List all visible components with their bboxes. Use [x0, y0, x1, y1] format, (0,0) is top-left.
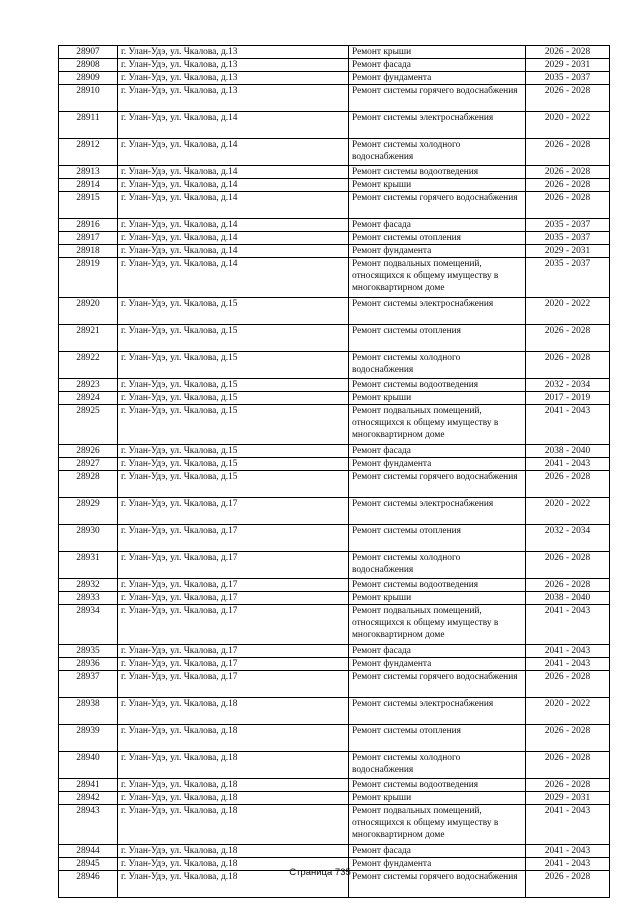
- table-row: [59, 805, 610, 845]
- table-row: [59, 112, 610, 139]
- table-row: [59, 72, 610, 85]
- row-work-type: Ремонт системы отопления: [349, 525, 526, 552]
- row-address: г. Улан-Удэ, ул. Чкалова, д.18: [118, 698, 349, 725]
- row-period: 2026 - 2028: [526, 752, 610, 779]
- row-work-type: Ремонт системы холодного водоснабжения: [349, 552, 526, 579]
- row-address: г. Улан-Удэ, ул. Чкалова, д.14: [118, 112, 349, 139]
- row-work-type: Ремонт крыши: [349, 392, 526, 405]
- table-row: [59, 658, 610, 671]
- row-number: 28929: [59, 498, 118, 525]
- row-number: 28934: [59, 605, 118, 645]
- row-address: г. Улан-Удэ, ул. Чкалова, д.14: [118, 232, 349, 245]
- row-number: 28926: [59, 445, 118, 458]
- row-address: г. Улан-Удэ, ул. Чкалова, д.17: [118, 658, 349, 671]
- row-work-type: Ремонт системы холодного водоснабжения: [349, 139, 526, 166]
- row-address: г. Улан-Удэ, ул. Чкалова, д.15: [118, 405, 349, 445]
- row-address: г. Улан-Удэ, ул. Чкалова, д.14: [118, 139, 349, 166]
- row-number: 28935: [59, 645, 118, 658]
- row-number: 28932: [59, 579, 118, 592]
- row-address: г. Улан-Удэ, ул. Чкалова, д.15: [118, 325, 349, 352]
- row-number: 28923: [59, 379, 118, 392]
- row-number: 28917: [59, 232, 118, 245]
- table-row: [59, 219, 610, 232]
- row-address: г. Улан-Удэ, ул. Чкалова, д.18: [118, 871, 349, 898]
- row-period: 2035 - 2037: [526, 232, 610, 245]
- row-number: 28927: [59, 458, 118, 471]
- table-row: [59, 845, 610, 858]
- table-row: [59, 525, 610, 552]
- row-work-type: Ремонт системы горячего водоснабжения: [349, 471, 526, 498]
- row-address: г. Улан-Удэ, ул. Чкалова, д.14: [118, 192, 349, 219]
- table-row: [59, 405, 610, 445]
- row-address: г. Улан-Удэ, ул. Чкалова, д.17: [118, 579, 349, 592]
- table-row: [59, 605, 610, 645]
- row-number: 28946: [59, 871, 118, 898]
- table-row: [59, 698, 610, 725]
- row-number: 28922: [59, 352, 118, 379]
- row-address: г. Улан-Удэ, ул. Чкалова, д.18: [118, 725, 349, 752]
- row-number: 28944: [59, 845, 118, 858]
- row-period: 2041 - 2043: [526, 845, 610, 858]
- row-period: 2026 - 2028: [526, 192, 610, 219]
- row-work-type: Ремонт системы горячего водоснабжения: [349, 871, 526, 898]
- works-table: [58, 45, 610, 898]
- row-address: г. Улан-Удэ, ул. Чкалова, д.18: [118, 752, 349, 779]
- row-period: 2026 - 2028: [526, 166, 610, 179]
- row-number: 28915: [59, 192, 118, 219]
- row-period: 2029 - 2031: [526, 245, 610, 258]
- row-work-type: Ремонт системы отопления: [349, 725, 526, 752]
- row-address: г. Улан-Удэ, ул. Чкалова, д.15: [118, 298, 349, 325]
- row-work-type: Ремонт системы водоотведения: [349, 166, 526, 179]
- row-number: 28918: [59, 245, 118, 258]
- row-address: г. Улан-Удэ, ул. Чкалова, д.13: [118, 46, 349, 59]
- row-number: 28928: [59, 471, 118, 498]
- table-row: [59, 471, 610, 498]
- row-address: г. Улан-Удэ, ул. Чкалова, д.15: [118, 379, 349, 392]
- row-address: г. Улан-Удэ, ул. Чкалова, д.15: [118, 392, 349, 405]
- row-address: г. Улан-Удэ, ул. Чкалова, д.17: [118, 552, 349, 579]
- row-address: г. Улан-Удэ, ул. Чкалова, д.17: [118, 498, 349, 525]
- table-row: [59, 792, 610, 805]
- row-number: 28943: [59, 805, 118, 845]
- row-period: 2029 - 2031: [526, 59, 610, 72]
- row-work-type: Ремонт системы водоотведения: [349, 779, 526, 792]
- row-address: г. Улан-Удэ, ул. Чкалова, д.13: [118, 85, 349, 112]
- table-row: [59, 179, 610, 192]
- row-work-type: Ремонт фундамента: [349, 458, 526, 471]
- row-work-type: Ремонт подвальных помещений, относящихся к общему имуществу в многоквартирном доме: [349, 805, 526, 845]
- table-row: [59, 779, 610, 792]
- row-work-type: Ремонт фундамента: [349, 858, 526, 871]
- row-address: г. Улан-Удэ, ул. Чкалова, д.17: [118, 671, 349, 698]
- row-number: 28912: [59, 139, 118, 166]
- table-row: [59, 258, 610, 298]
- row-number: 28945: [59, 858, 118, 871]
- row-address: г. Улан-Удэ, ул. Чкалова, д.14: [118, 258, 349, 298]
- row-period: 2041 - 2043: [526, 805, 610, 845]
- row-work-type: Ремонт системы холодного водоснабжения: [349, 752, 526, 779]
- table-row: [59, 645, 610, 658]
- row-address: г. Улан-Удэ, ул. Чкалова, д.18: [118, 858, 349, 871]
- row-period: 2026 - 2028: [526, 85, 610, 112]
- row-address: г. Улан-Удэ, ул. Чкалова, д.18: [118, 792, 349, 805]
- row-number: 28908: [59, 59, 118, 72]
- row-number: 28907: [59, 46, 118, 59]
- table-row: [59, 85, 610, 112]
- table-row: [59, 445, 610, 458]
- row-number: 28933: [59, 592, 118, 605]
- row-work-type: Ремонт системы холодного водоснабжения: [349, 352, 526, 379]
- row-number: 28911: [59, 112, 118, 139]
- row-number: 28938: [59, 698, 118, 725]
- row-work-type: Ремонт системы горячего водоснабжения: [349, 85, 526, 112]
- row-period: 2035 - 2037: [526, 258, 610, 298]
- row-period: 2038 - 2040: [526, 445, 610, 458]
- table-row: [59, 192, 610, 219]
- row-period: 2032 - 2034: [526, 379, 610, 392]
- table-row: [59, 752, 610, 779]
- row-period: 2035 - 2037: [526, 219, 610, 232]
- row-address: г. Улан-Удэ, ул. Чкалова, д.17: [118, 645, 349, 658]
- row-work-type: Ремонт крыши: [349, 46, 526, 59]
- row-period: 2041 - 2043: [526, 605, 610, 645]
- row-number: 28909: [59, 72, 118, 85]
- row-address: г. Улан-Удэ, ул. Чкалова, д.15: [118, 471, 349, 498]
- row-number: 28937: [59, 671, 118, 698]
- row-work-type: Ремонт фасада: [349, 219, 526, 232]
- row-work-type: Ремонт крыши: [349, 592, 526, 605]
- row-period: 2041 - 2043: [526, 858, 610, 871]
- table-row: [59, 325, 610, 352]
- table-row: [59, 139, 610, 166]
- table-row: [59, 379, 610, 392]
- row-work-type: Ремонт системы электроснабжения: [349, 698, 526, 725]
- row-work-type: Ремонт фасада: [349, 845, 526, 858]
- page-number: Страница 735: [289, 867, 351, 878]
- table-row: [59, 166, 610, 179]
- row-period: 2020 - 2022: [526, 698, 610, 725]
- row-work-type: Ремонт системы водоотведения: [349, 579, 526, 592]
- row-number: 28921: [59, 325, 118, 352]
- table-row: [59, 352, 610, 379]
- row-period: 2026 - 2028: [526, 552, 610, 579]
- row-address: г. Улан-Удэ, ул. Чкалова, д.17: [118, 525, 349, 552]
- row-work-type: Ремонт фундамента: [349, 658, 526, 671]
- row-number: 28936: [59, 658, 118, 671]
- table-row: [59, 59, 610, 72]
- row-number: 28914: [59, 179, 118, 192]
- row-period: 2017 - 2019: [526, 392, 610, 405]
- row-work-type: Ремонт подвальных помещений, относящихся к общему имуществу в многоквартирном доме: [349, 258, 526, 298]
- row-period: 2041 - 2043: [526, 645, 610, 658]
- row-number: 28931: [59, 552, 118, 579]
- row-number: 28916: [59, 219, 118, 232]
- row-period: 2032 - 2034: [526, 525, 610, 552]
- table-row: [59, 245, 610, 258]
- row-address: г. Улан-Удэ, ул. Чкалова, д.18: [118, 779, 349, 792]
- row-number: 28941: [59, 779, 118, 792]
- row-address: г. Улан-Удэ, ул. Чкалова, д.14: [118, 219, 349, 232]
- row-work-type: Ремонт системы горячего водоснабжения: [349, 671, 526, 698]
- row-number: 28939: [59, 725, 118, 752]
- table-row: [59, 725, 610, 752]
- row-work-type: Ремонт системы электроснабжения: [349, 498, 526, 525]
- row-number: 28910: [59, 85, 118, 112]
- row-work-type: Ремонт фундамента: [349, 72, 526, 85]
- row-work-type: Ремонт системы отопления: [349, 232, 526, 245]
- row-work-type: Ремонт фасада: [349, 445, 526, 458]
- row-work-type: Ремонт крыши: [349, 792, 526, 805]
- table-row: [59, 498, 610, 525]
- row-period: 2026 - 2028: [526, 179, 610, 192]
- row-period: 2026 - 2028: [526, 779, 610, 792]
- row-address: г. Улан-Удэ, ул. Чкалова, д.18: [118, 845, 349, 858]
- row-number: 28930: [59, 525, 118, 552]
- row-number: 28925: [59, 405, 118, 445]
- row-number: 28942: [59, 792, 118, 805]
- row-period: 2038 - 2040: [526, 592, 610, 605]
- works-table-body: [59, 46, 610, 898]
- row-number: 28920: [59, 298, 118, 325]
- row-number: 28940: [59, 752, 118, 779]
- row-period: 2026 - 2028: [526, 352, 610, 379]
- row-period: 2020 - 2022: [526, 298, 610, 325]
- row-address: г. Улан-Удэ, ул. Чкалова, д.18: [118, 805, 349, 845]
- row-period: 2029 - 2031: [526, 792, 610, 805]
- row-period: 2041 - 2043: [526, 405, 610, 445]
- row-work-type: Ремонт фасада: [349, 59, 526, 72]
- table-row: [59, 232, 610, 245]
- table-row: [59, 46, 610, 59]
- row-address: г. Улан-Удэ, ул. Чкалова, д.15: [118, 445, 349, 458]
- row-address: г. Улан-Удэ, ул. Чкалова, д.13: [118, 59, 349, 72]
- row-number: 28919: [59, 258, 118, 298]
- row-address: г. Улан-Удэ, ул. Чкалова, д.15: [118, 458, 349, 471]
- row-period: 2020 - 2022: [526, 498, 610, 525]
- row-period: 2026 - 2028: [526, 725, 610, 752]
- row-number: 28924: [59, 392, 118, 405]
- row-address: г. Улан-Удэ, ул. Чкалова, д.17: [118, 605, 349, 645]
- row-work-type: Ремонт крыши: [349, 179, 526, 192]
- table-row: [59, 552, 610, 579]
- row-period: 2041 - 2043: [526, 458, 610, 471]
- table-row: [59, 592, 610, 605]
- row-period: 2026 - 2028: [526, 671, 610, 698]
- row-period: 2035 - 2037: [526, 72, 610, 85]
- row-period: 2020 - 2022: [526, 112, 610, 139]
- row-number: 28913: [59, 166, 118, 179]
- row-period: 2026 - 2028: [526, 46, 610, 59]
- row-address: г. Улан-Удэ, ул. Чкалова, д.17: [118, 592, 349, 605]
- row-work-type: Ремонт системы электроснабжения: [349, 298, 526, 325]
- row-period: 2026 - 2028: [526, 325, 610, 352]
- row-work-type: Ремонт системы электроснабжения: [349, 112, 526, 139]
- row-work-type: Ремонт системы горячего водоснабжения: [349, 192, 526, 219]
- row-period: 2026 - 2028: [526, 471, 610, 498]
- row-address: г. Улан-Удэ, ул. Чкалова, д.13: [118, 72, 349, 85]
- table-row: [59, 392, 610, 405]
- table-row: [59, 298, 610, 325]
- row-period: 2026 - 2028: [526, 871, 610, 898]
- row-address: г. Улан-Удэ, ул. Чкалова, д.15: [118, 352, 349, 379]
- row-work-type: Ремонт фундамента: [349, 245, 526, 258]
- table-row: [59, 579, 610, 592]
- row-work-type: Ремонт фасада: [349, 645, 526, 658]
- table-row: [59, 671, 610, 698]
- row-work-type: Ремонт системы водоотведения: [349, 379, 526, 392]
- row-work-type: Ремонт системы отопления: [349, 325, 526, 352]
- row-period: 2041 - 2043: [526, 658, 610, 671]
- table-row: [59, 458, 610, 471]
- row-period: 2026 - 2028: [526, 579, 610, 592]
- row-address: г. Улан-Удэ, ул. Чкалова, д.14: [118, 245, 349, 258]
- row-period: 2026 - 2028: [526, 139, 610, 166]
- row-address: г. Улан-Удэ, ул. Чкалова, д.14: [118, 179, 349, 192]
- row-work-type: Ремонт подвальных помещений, относящихся к общему имуществу в многоквартирном доме: [349, 605, 526, 645]
- row-address: г. Улан-Удэ, ул. Чкалова, д.14: [118, 166, 349, 179]
- row-work-type: Ремонт подвальных помещений, относящихся к общему имуществу в многоквартирном доме: [349, 405, 526, 445]
